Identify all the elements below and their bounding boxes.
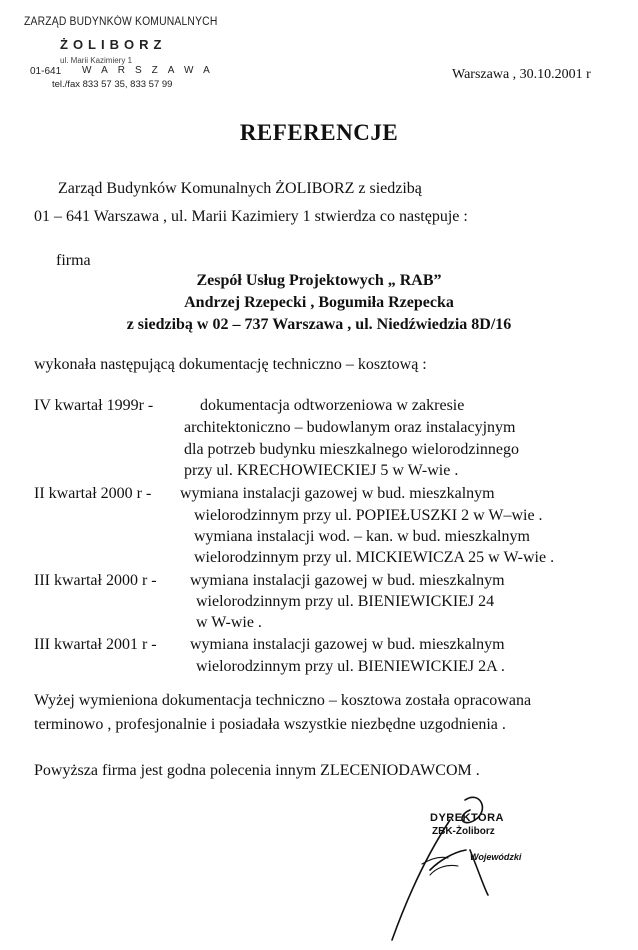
letterhead-city: WARSZAWA (82, 65, 220, 76)
signature-org: ZBK-Żoliborz (432, 826, 495, 837)
document-date: Warszawa , 30.10.2001 r (452, 67, 591, 82)
entry-period: IV kwartał 1999r - (34, 397, 154, 414)
company-owners: Andrzej Rzepecki , Bogumiła Rzepecka (184, 294, 454, 311)
entry-line: wielorodzinnym przy ul. MICKIEWICZA 25 w W-wie . (194, 549, 555, 566)
company-name: Zespół Usług Projektowych „ RAB” (196, 272, 442, 289)
letterhead-street: ul. Marii Kazimiery 1 (60, 56, 133, 65)
entry-line: w W-wie . (196, 614, 262, 631)
entry-line: wymiana instalacji gazowej w bud. mieszkalnym (190, 572, 505, 589)
work-intro: wykonała następującą dokumentację techniczno – kosztową : (34, 356, 427, 373)
firma-label: firma (56, 252, 91, 269)
letterhead-org: ZARZĄD BUDYNKÓW KOMUNALNYCH (24, 16, 218, 28)
summary-line-2: terminowo , profesjonalnie i posiadała wszystkie niezbędne uzgodnienia . (34, 716, 506, 733)
entry-line: wymiana instalacji gazowej w bud. mieszkalnym (180, 485, 495, 502)
letterhead-zip: 01-641 (30, 66, 62, 77)
company-address: z siedzibą w 02 – 737 Warszawa , ul. Niedźwiedzia 8D/16 (126, 316, 512, 333)
entry-line: dla potrzeb budynku mieszkalnego wielorodzinnego (184, 441, 520, 458)
intro-line-2: 01 – 641 Warszawa , ul. Marii Kazimiery 1 stwierdza co następuje : (34, 208, 468, 225)
document-title: REFERENCJE (239, 120, 399, 145)
signature-role: DYREKTORA (430, 812, 504, 824)
letterhead-district: ŻOLIBORZ (60, 37, 167, 52)
entry-line: przy ul. KRECHOWIECKIEJ 5 w W-wie . (184, 462, 459, 479)
handwritten-signature (370, 780, 570, 950)
entry-line: wielorodzinnym przy ul. BIENIEWICKIEJ 2A . (196, 658, 505, 675)
entry-line: wymiana instalacji gazowej w bud. mieszkalnym (190, 636, 505, 653)
intro-line-1: Zarząd Budynków Komunalnych ŻOLIBORZ z siedzibą (58, 180, 422, 197)
entry-period: II kwartał 2000 r - (34, 485, 152, 502)
summary-line-1: Wyżej wymieniona dokumentacja techniczno – kosztowa została opracowana (34, 692, 532, 709)
entry-line: wielorodzinnym przy ul. POPIEŁUSZKI 2 w W–wie . (194, 507, 543, 524)
entry-line: architektoniczno – budowlanym oraz instalacyjnym (184, 419, 516, 436)
entry-line: wymiana instalacji wod. – kan. w bud. mieszkalnym (194, 528, 530, 545)
entry-line: dokumentacja odtworzeniowa w zakresie (200, 397, 465, 414)
recommendation: Powyższa firma jest godna polecenia innym ZLECENIODAWCOM . (34, 762, 480, 779)
entry-period: III kwartał 2000 r - (34, 572, 157, 589)
signature-name: Wojewódzki (470, 852, 522, 862)
entry-period: III kwartał 2001 r - (34, 636, 157, 653)
entry-line: wielorodzinnym przy ul. BIENIEWICKIEJ 24 (196, 593, 495, 610)
letterhead-tel: tel./fax 833 57 35, 833 57 99 (52, 79, 173, 90)
